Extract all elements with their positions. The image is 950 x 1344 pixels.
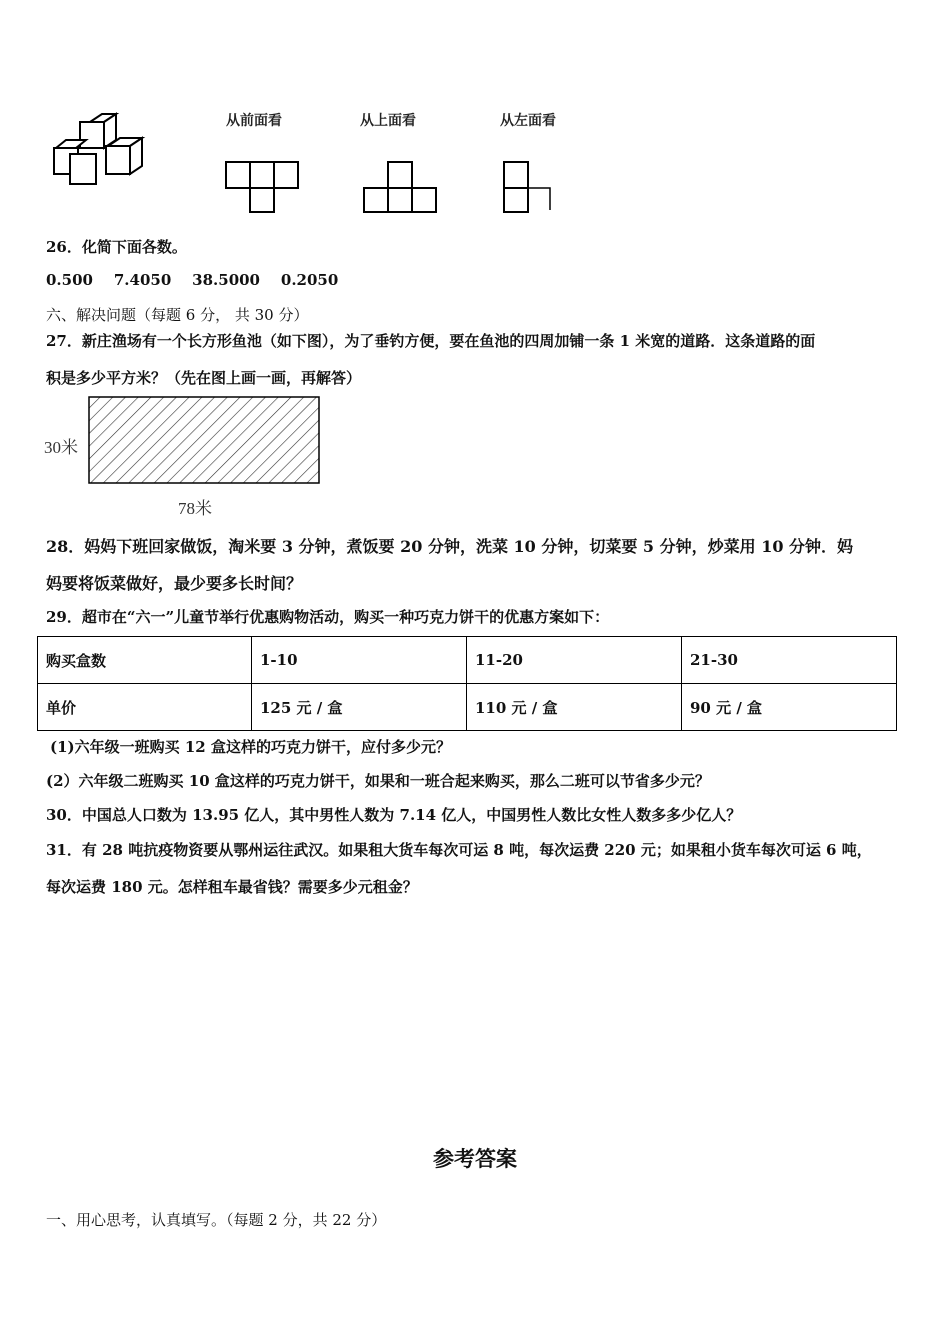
table-cell: 90 元 / 盒 [682,684,897,731]
top-view-label: 从上面看 [360,113,416,129]
table-cell: 110 元 / 盒 [467,684,682,731]
table-row [38,684,897,731]
q30-text: 30．中国总人口数为 13.95 亿人，其中男性人数为 7.14 亿人，中国男性人数比女性人数多多少亿人？ [46,806,742,824]
table-cell: 11-20 [467,637,682,684]
pond-length-label: 78米 [178,499,212,518]
front-view-figure [224,160,304,216]
left-view-figure [502,160,558,216]
q28-line1: 28．妈妈下班回家做饭，淘米要 3 分钟，煮饭要 20 分钟，洗菜 10 分钟，切菜要 5 分钟，炒菜用 10 分钟．妈 [46,537,854,556]
discount-table [37,636,897,731]
section-6-heading: 六、解决问题（每题 6 分， 共 30 分） [46,306,309,324]
front-view-label: 从前面看 [226,113,282,129]
answers-title: 参考答案 [433,1147,517,1171]
pond-width-label: 30米 [44,438,78,457]
q29-sub2: (2）六年级二班购买 10 盒这样的巧克力饼干，如果和一班合起来购买，那么二班可以节省多少元？ [46,772,710,790]
table-cell: 单价 [38,684,252,731]
q29-intro: 29．超市在“六一”儿童节举行优惠购物活动，购买一种巧克力饼干的优惠方案如下： [46,608,610,626]
q31-line2: 每次运费 180 元。怎样租车最省钱？需要多少元租金？ [46,878,418,896]
q26-title: 26．化简下面各数。 [46,238,187,256]
table-row [38,637,897,684]
table-cell: 21-30 [682,637,897,684]
fish-pond-figure [88,396,322,486]
table-cell: 125 元 / 盒 [252,684,467,731]
table-cell: 购买盒数 [38,637,252,684]
q28-line2: 妈要将饭菜做好，最少要多长时间？ [46,574,303,593]
q26-numbers: 0.500 7.4050 38.5000 0.2050 [46,271,339,289]
section-1-heading: 一、用心思考，认真填写。（每题 2 分，共 22 分） [46,1211,387,1229]
cube-stack-figure [50,112,150,188]
top-view-figure [362,160,442,216]
q29-sub1: (1)六年级一班购买 12 盒这样的巧克力饼干，应付多少元？ [50,738,451,756]
q27-line2: 积是多少平方米？（先在图上画一画，再解答） [46,369,362,387]
table-cell: 1-10 [252,637,467,684]
left-view-label: 从左面看 [500,113,556,129]
q31-line1: 31．有 28 吨抗疫物资要从鄂州运往武汉。如果租大货车每次可运 8 吨，每次运费 220 元；如果租小货车每次可运 6 吨， [46,841,872,859]
q27-line1: 27．新庄渔场有一个长方形鱼池（如下图），为了垂钓方便，要在鱼池的四周加铺一条 1 米宽的道路．这条道路的面 [46,332,816,350]
